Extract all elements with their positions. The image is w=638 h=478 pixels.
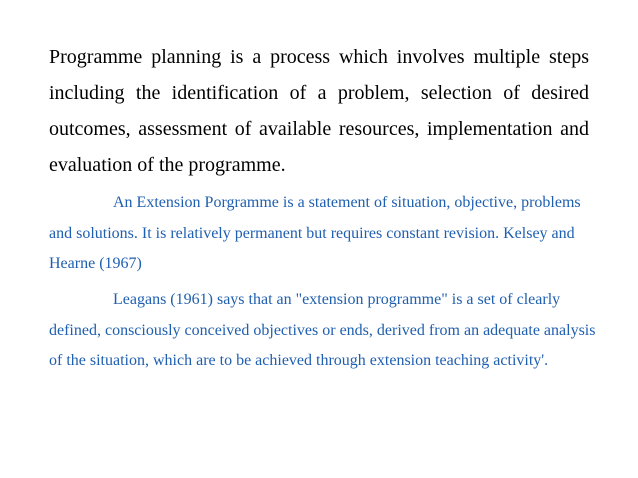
programme-planning-paragraph: Programme planning is a process which involves multiple steps including the identification of a problem, selection of desired outcomes, assessment of available resources, implementation and evaluation of the programme.	[49, 46, 589, 176]
leagans-quote: Leagans (1961) says that an "extension programme" is a set of clearly defined, consciously conceived objectives or ends, derived from an adequate analysis of the situation, which are to be achieved through extension teaching activity'.	[49, 291, 596, 369]
extension-programme-definition: An Extension Porgramme is a statement of situation, objective, problems and solutions. It is relatively permanent but requires constant revision. Kelsey and Hearne (1967)	[49, 194, 581, 272]
